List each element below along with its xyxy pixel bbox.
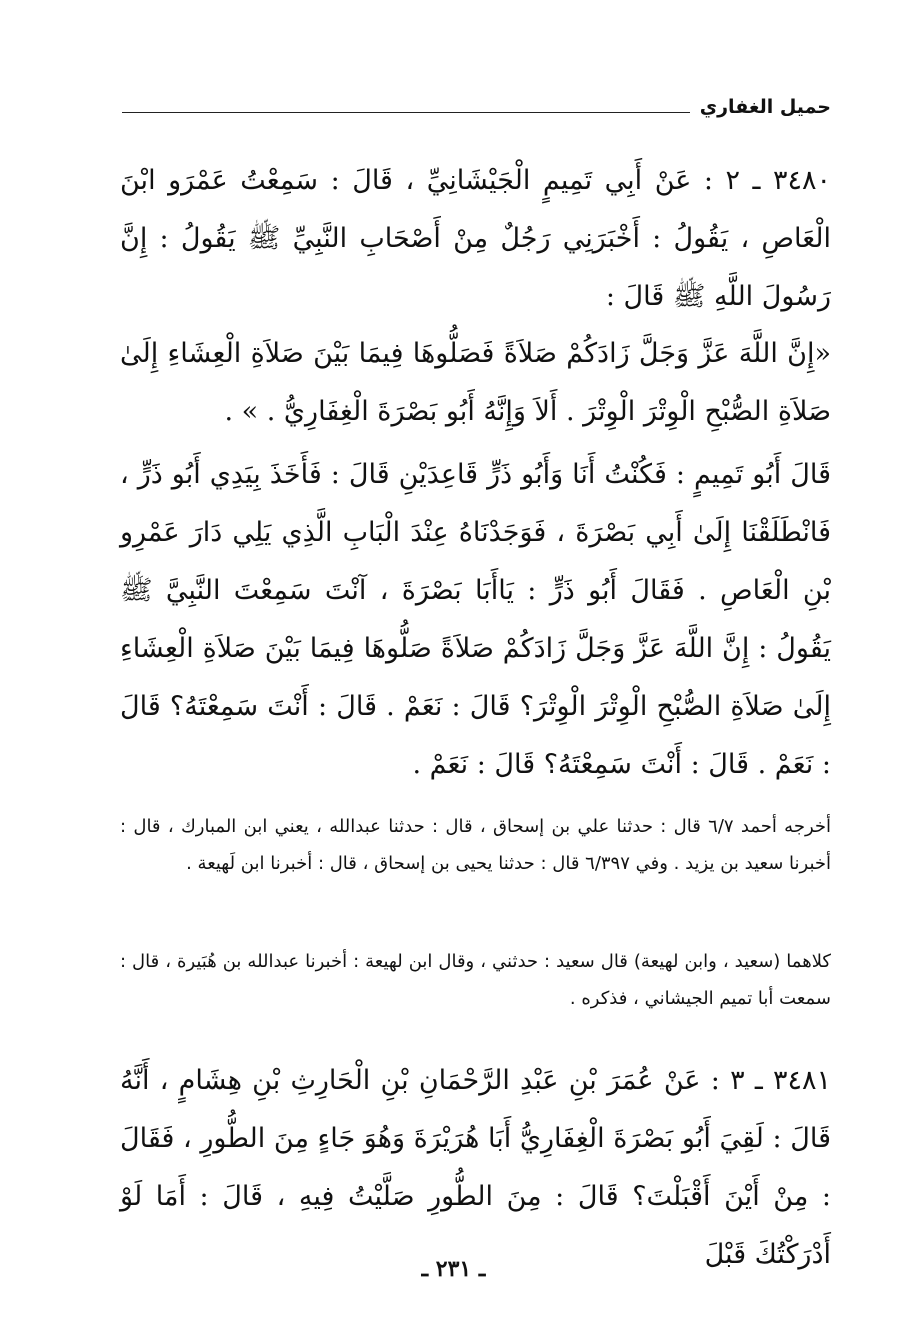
footnote-takhrij: أخرجه أحمد ٦/٧ قال : حدثنا علي بن إسحاق ، قال : حدثنا عبدالله ، يعني ابن المبارك ، قال : أخبرنا سعيد بن يزيد . وفي ٦/٣٩٧ قال : حدثنا يحيى بن إسحاق ، قال : أخبرنا ابن لَهيعة . bbox=[120, 816, 832, 874]
header-rule bbox=[122, 112, 690, 113]
hadith-3480-intro: ٣٤٨٠ ـ ٢ : عَنْ أَبِي تَمِيمٍ الْجَيْشَانِيِّ ، قَالَ : سَمِعْتُ عَمْرَو ابْنَ الْعَاصِ ، يَقُولُ : أَخْبَرَنِي رَجُلٌ مِنْ أَصْحَابِ النَّبِيِّ ﷺ يَقُولُ : إِنَّ رَسُولَ اللَّهِ ﷺ قَالَ : bbox=[120, 165, 832, 312]
footnote-chain: كلاهما (سعيد ، وابن لهيعة) قال سعيد : حدثني ، وقال ابن لهيعة : أخبرنا عبدالله بن هُبَيرة ، قال : سمعت أبا تميم الجيشاني ، فذكره . bbox=[120, 951, 831, 1009]
hadith-3480-narration: قَالَ أَبُو تَمِيمٍ : فَكُنْتُ أَنَا وَأَبُو ذَرٍّ قَاعِدَيْنِ قَالَ : فَأَخَذَ بِيَدِي أَبُو ذَرٍّ ، فَانْطَلَقْنَا إِلَىٰ أَبِي بَصْرَةَ ، فَوَجَدْنَاهُ عِنْدَ الْبَابِ الَّذِي يَلِي دَارَ عَمْرِو بْنِ الْعَاصِ . فَقَالَ أَبُو ذَرٍّ : يَاأَبَا بَصْرَةَ ، آنْتَ سَمِعْتَ النَّبِيَّ ﷺ يَقُولُ : إِنَّ اللَّهَ عَزَّ وَجَلَّ زَادَكُمْ صَلاَةً صَلُّوهَا فِيمَا بَيْنَ صَلاَةِ الْعِشَاءِ إِلَىٰ صَلاَةِ الصُّبْحِ الْوِتْرَ الْوِتْرَ؟ قَالَ : نَعَمْ . قَالَ : أَنْتَ سَمِعْتَهُ؟ قَالَ : نَعَمْ . قَالَ : أَنْتَ سَمِعْتَهُ؟ قَالَ : نَعَمْ . bbox=[120, 459, 831, 780]
hadith-3480-matn: «إِنَّ اللَّهَ عَزَّ وَجَلَّ زَادَكُمْ صَلاَةً فَصَلُّوهَا فِيمَا بَيْنَ صَلاَةِ الْعِشَاءِ إِلَىٰ صَلاَةِ الصُّبْحِ الْوِتْرَ الْوِتْرَ . أَلاَ وَإِنَّهُ أَبُو بَصْرَةَ الْغِفَارِيُّ . » . bbox=[120, 338, 831, 427]
running-title: حميل الغفاري bbox=[699, 96, 831, 118]
page-header bbox=[122, 96, 831, 118]
hadith-3481-text: ٣٤٨١ ـ ٣ : عَنْ عُمَرَ بْنِ عَبْدِ الرَّحْمَانِ بْنِ الْحَارِثِ بْنِ هِشَامٍ ، أَنَّهُ قَالَ : لَقِيَ أَبُو بَصْرَةَ الْغِفَارِيُّ أَبَا هُرَيْرَةَ وَهُوَ جَاءٍ مِنَ الطُّورِ ، فَقَالَ : مِنْ أَيْنَ أَقْبَلْتَ؟ قَالَ : مِنَ الطُّورِ صَلَّيْتُ فِيهِ ، قَالَ : أَمَا لَوْ أَدْرَكْتُكَ قَبْلَ bbox=[120, 1065, 831, 1270]
page-number: ـ ٢٣١ ـ bbox=[421, 1256, 486, 1282]
